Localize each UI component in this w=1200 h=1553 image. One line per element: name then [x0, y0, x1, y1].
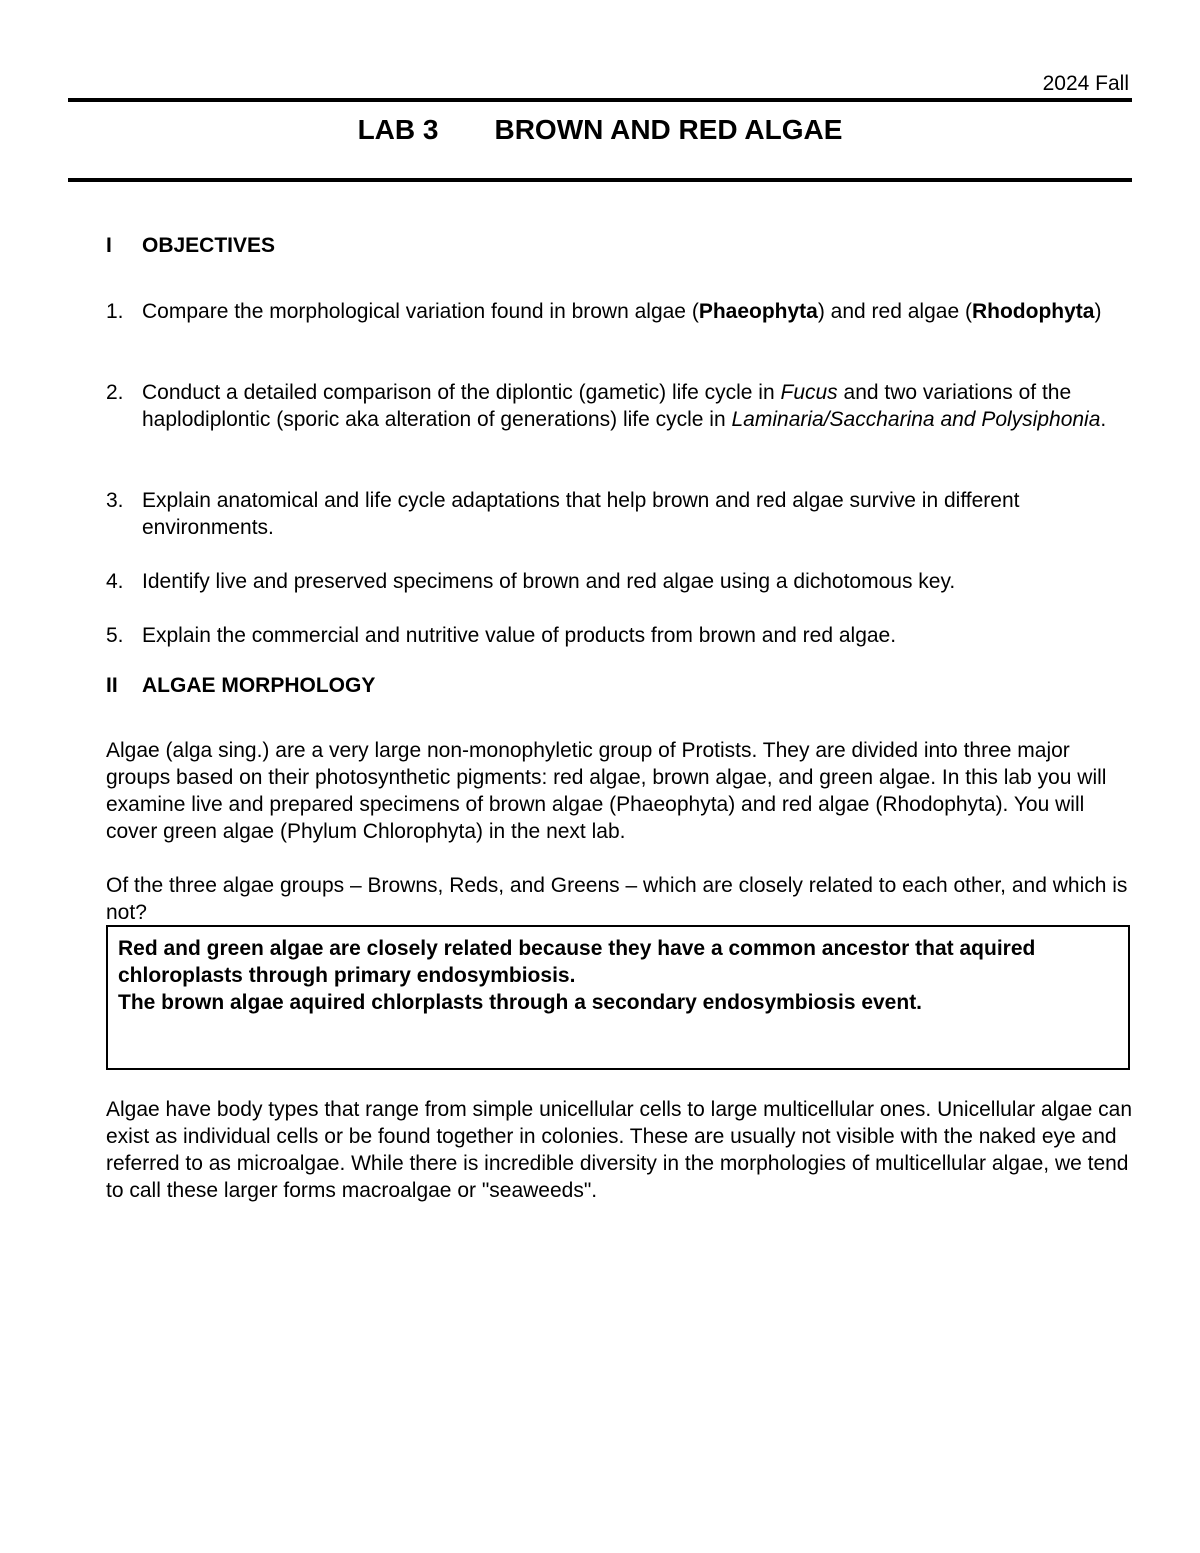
lab-number: LAB 3 — [357, 114, 439, 145]
objective-number: 3. — [106, 489, 124, 512]
objective-text: . — [1100, 408, 1107, 431]
objective-text: ) and red algae ( — [817, 300, 972, 323]
answer-line-2: The brown algae aquired chlorplasts through a secondary endosymbiosis event. — [118, 991, 923, 1014]
objective-text: ) — [1094, 300, 1102, 323]
lab-title: BROWN AND RED ALGAE — [494, 114, 843, 145]
objective-item-1 — [106, 298, 1146, 325]
objective-text: and two variations of the haplodiplontic (sporic aka alteration of generations) life cycle in — [142, 381, 1072, 431]
intro-paragraph: Algae (alga sing.) are a very large non-monophyletic group of Protists. They are divided into three major groups based on their photosynthetic pigments: red algae, brown algae, and green algae. In this lab you will examine live and prepared specimens of brown algae (Phaeophyta) and red algae (Rhodophyta). You will cover green algae (Phylum Chlorophyta) in the next lab. — [106, 739, 1107, 843]
question-paragraph: Of the three algae groups – Browns, Reds, and Greens – which are closely related to each other, and which is not? — [106, 874, 1128, 924]
objective-number: 1. — [106, 300, 124, 323]
answer-line-1: Red and green algae are closely related because they have a common ancestor that aquired chloroplasts through primary endosymbiosis. — [118, 937, 1036, 987]
objective-number: 2. — [106, 381, 124, 404]
objective-item-5 — [106, 622, 1146, 649]
term-fucus: Fucus — [780, 381, 838, 404]
bottom-rule — [68, 178, 1132, 182]
objective-text: Conduct a detailed comparison of the diplontic (gametic) life cycle in — [142, 381, 781, 404]
term-rhodophyta: Rhodophyta — [971, 300, 1095, 323]
section-number: I — [106, 234, 112, 257]
section-number: II — [106, 674, 118, 697]
objective-text: Identify live and preserved specimens of brown and red algae using a dichotomous key. — [142, 570, 956, 593]
term-phaeophyta: Phaeophyta — [698, 300, 818, 323]
body-paragraph: Algae have body types that range from simple unicellular cells to large multicellular ones. Unicellular algae can exist as individual cells or be found together in colonies. These are usually not visible with the naked eye and referred to as microalgae. While there is incredible diversity in the morphologies of multicellular algae, we tend to call these larger forms macroalgae or "seaweeds". — [106, 1098, 1133, 1202]
objective-item-4 — [106, 568, 1146, 595]
objective-text: Explain the commercial and nutritive value of products from brown and red algae. — [142, 624, 897, 647]
objective-number: 5. — [106, 624, 124, 647]
section-morphology-heading — [106, 674, 375, 698]
page-title — [0, 114, 1200, 146]
section-title: ALGAE MORPHOLOGY — [142, 674, 376, 697]
objective-number: 4. — [106, 570, 124, 593]
objective-text: Compare the morphological variation found in brown algae ( — [142, 300, 699, 323]
term-laminaria-polysiphonia: Laminaria/Saccharina and Polysiphonia — [731, 408, 1101, 431]
section-objectives-heading — [106, 234, 275, 258]
section-title: OBJECTIVES — [142, 234, 276, 257]
semester-label: 2024 Fall — [1042, 72, 1129, 95]
objective-item-3 — [106, 487, 1146, 541]
objective-item-2 — [106, 379, 1146, 433]
top-rule — [68, 98, 1132, 102]
answer-box[interactable] — [106, 925, 1130, 1070]
answer-text — [118, 935, 1118, 1016]
objective-text: Explain anatomical and life cycle adaptations that help brown and red algae survive in different environments. — [142, 489, 1020, 539]
